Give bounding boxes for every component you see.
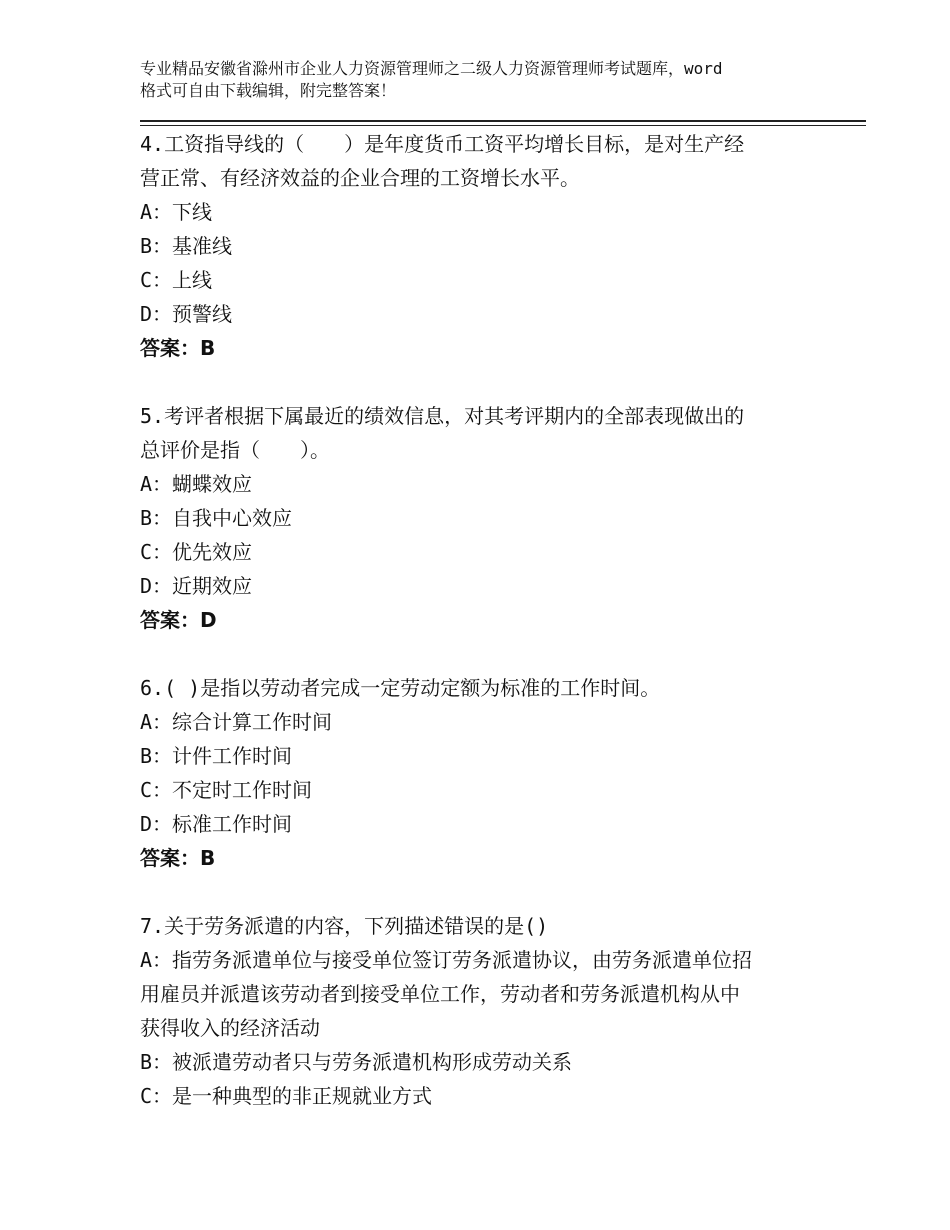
answer-label: 答案：D xyxy=(140,608,217,632)
question-stem: 营正常、有经济效益的企业合理的工资增长水平。 xyxy=(140,166,580,190)
question-spacer xyxy=(140,875,830,909)
header-divider xyxy=(140,120,866,122)
question-option: B：被派遣劳动者只与劳务派遣机构形成劳动关系 xyxy=(140,1050,573,1074)
question-option: B：基准线 xyxy=(140,234,233,258)
header-line-2: 格式可自由下载编辑，附完整答案！ xyxy=(140,81,397,100)
answer-label: 答案：B xyxy=(140,336,216,360)
question-option: C：是一种典型的非正规就业方式 xyxy=(140,1084,433,1108)
question-option: D：标准工作时间 xyxy=(140,812,293,836)
question-option: A：蝴蝶效应 xyxy=(140,472,253,496)
document-header xyxy=(140,58,840,102)
question-block xyxy=(140,909,830,1113)
question-option: A：综合计算工作时间 xyxy=(140,710,333,734)
question-option: D：预警线 xyxy=(140,302,233,326)
question-option: D：近期效应 xyxy=(140,574,253,598)
question-option: A：下线 xyxy=(140,200,213,224)
question-block xyxy=(140,399,830,637)
answer-label: 答案：B xyxy=(140,846,216,870)
question-option: 用雇员并派遣该劳动者到接受单位工作，劳动者和劳务派遣机构从中 xyxy=(140,982,740,1006)
question-spacer xyxy=(140,637,830,671)
header-divider-thin xyxy=(140,125,866,126)
question-option: B：自我中心效应 xyxy=(140,506,293,530)
question-block xyxy=(140,671,830,875)
question-stem: 5.考评者根据下属最近的绩效信息，对其考评期内的全部表现做出的 xyxy=(140,404,745,428)
question-stem: 4.工资指导线的（ ）是年度货币工资平均增长目标，是对生产经 xyxy=(140,132,745,156)
question-block xyxy=(140,127,830,365)
question-option: C：不定时工作时间 xyxy=(140,778,313,802)
question-stem: 总评价是指（ ）。 xyxy=(140,438,330,462)
question-list xyxy=(140,127,830,1113)
question-option: C：上线 xyxy=(140,268,213,292)
question-spacer xyxy=(140,365,830,399)
question-stem: 7.关于劳务派遣的内容，下列描述错误的是() xyxy=(140,914,549,938)
question-option: B：计件工作时间 xyxy=(140,744,293,768)
question-option: A：指劳务派遣单位与接受单位签订劳务派遣协议，由劳务派遣单位招 xyxy=(140,948,753,972)
header-line-1: 专业精品安徽省滁州市企业人力资源管理师之二级人力资源管理师考试题库，word xyxy=(140,59,723,78)
question-option: 获得收入的经济活动 xyxy=(140,1016,320,1040)
question-stem: 6.( )是指以劳动者完成一定劳动定额为标准的工作时间。 xyxy=(140,676,661,700)
question-option: C：优先效应 xyxy=(140,540,253,564)
